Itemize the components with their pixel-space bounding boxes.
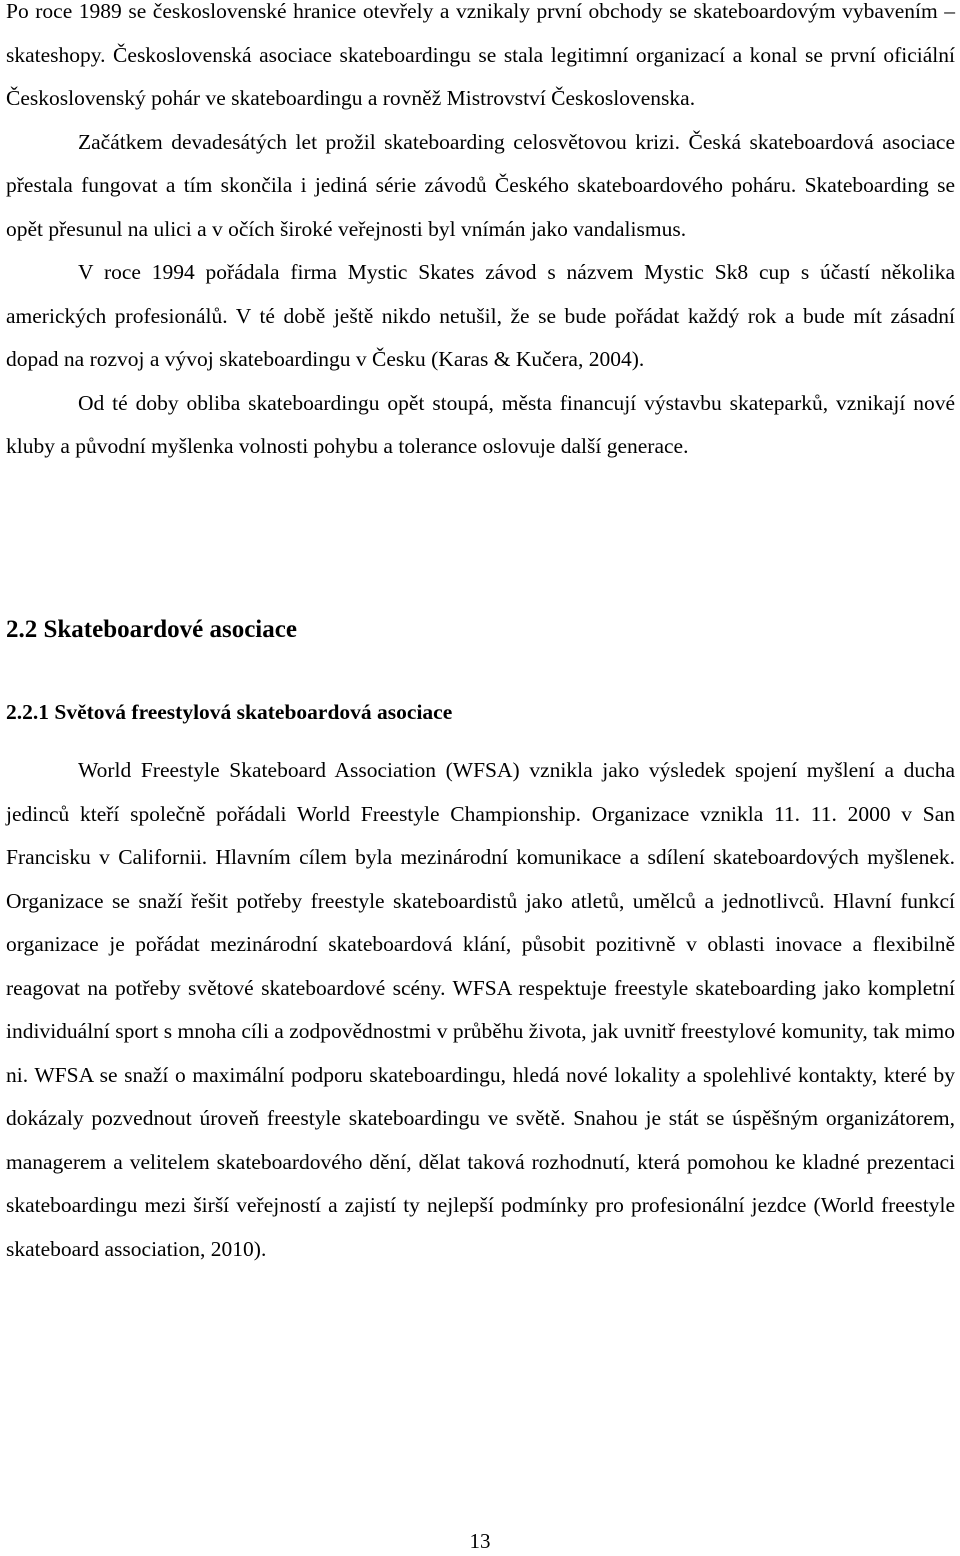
paragraph-nineties-crisis: Začátkem devadesátých let prožil skateboarding celosvětovou krizi. Česká skateboardová asociace přestala fungovat a tím skončila i jediná série závodů Českého skateboardového poháru. Skateboarding se opět přesunul na ulici a v očích široké veřejnosti byl vnímán jako vandalismus. [6,129,955,241]
paragraph-wfsa: World Freestyle Skateboard Association (WFSA) vznikla jako výsledek spojení myšlení a ducha jedinců kteří společně pořádali World Freestyle Championship. Organizace vznikla 11. 11. 2000 v San Francisku v Californii. Hlavním cílem byla mezinárodní komunikace a sdílení skateboardových myšlenek. Organizace se snaží řešit potřeby freestyle skateboardistů jako atletů, umělců a jednotlivců. Hlavní funkcí organizace je pořádat mezinárodní skateboardová klání, působit pozitivně v oblasti inovace a flexibilně reagovat na potřeby světové skateboardové scény. WFSA respektuje freestyle skateboarding jako kompletní individuální sport s mnoha cíli a zodpovědnostmi v průběhu života, jak uvnitř freestylové komunity, tak mimo ni. WFSA se snaží o maximální podporu skateboardingu, hledá nové lokality a spolehlivé kontakty, které by dokázaly pozvednout úroveň freestyle skateboardingu ve světě. Snahou je stát se úspěšným organizátorem, managerem a velitelem skateboardového dění, dělat taková rozhodnutí, která pomohou ke kladné prezentaci skateboardingu mezi širší veřejností a zajistí ty nejlepší podmínky pro profesionální jezdce (World freestyle skateboard association, 2010). [6,758,955,1261]
text-block-wfsa [6,749,955,1271]
subsection-heading: 2.2.1 Světová freestylová skateboardová asociace [6,700,453,724]
paragraph-popularity: Od té doby obliba skateboardingu opět stoupá, města financují výstavbu skateparků, vznikají nové kluby a původní myšlenka volnosti pohybu a tolerance oslovuje další generace. [6,390,955,458]
paragraph-mystic-cup: V roce 1994 pořádala firma Mystic Skates závod s názvem Mystic Sk8 cup s účastí několika amerických profesionálů. V té době ještě nikdo netušil, že se bude pořádat každý rok a bude mít zásadní dopad na rozvoj a vývoj skateboardingu v Česku (Karas & Kučera, 2004). [6,260,955,371]
section-heading: 2.2 Skateboardové asociace [6,616,297,643]
text-block-intro [6,0,955,469]
page-number: 13 [469,1529,491,1553]
paragraph-1989: Po roce 1989 se československé hranice otevřely a vznikaly první obchody se skateboardovým vybavením – skateshopy. Československá asociace skateboardingu se stala legitimní organizací a konal se první oficiální Československý pohár ve skateboardingu a rovněž Mistrovství Československa. [6,0,955,110]
